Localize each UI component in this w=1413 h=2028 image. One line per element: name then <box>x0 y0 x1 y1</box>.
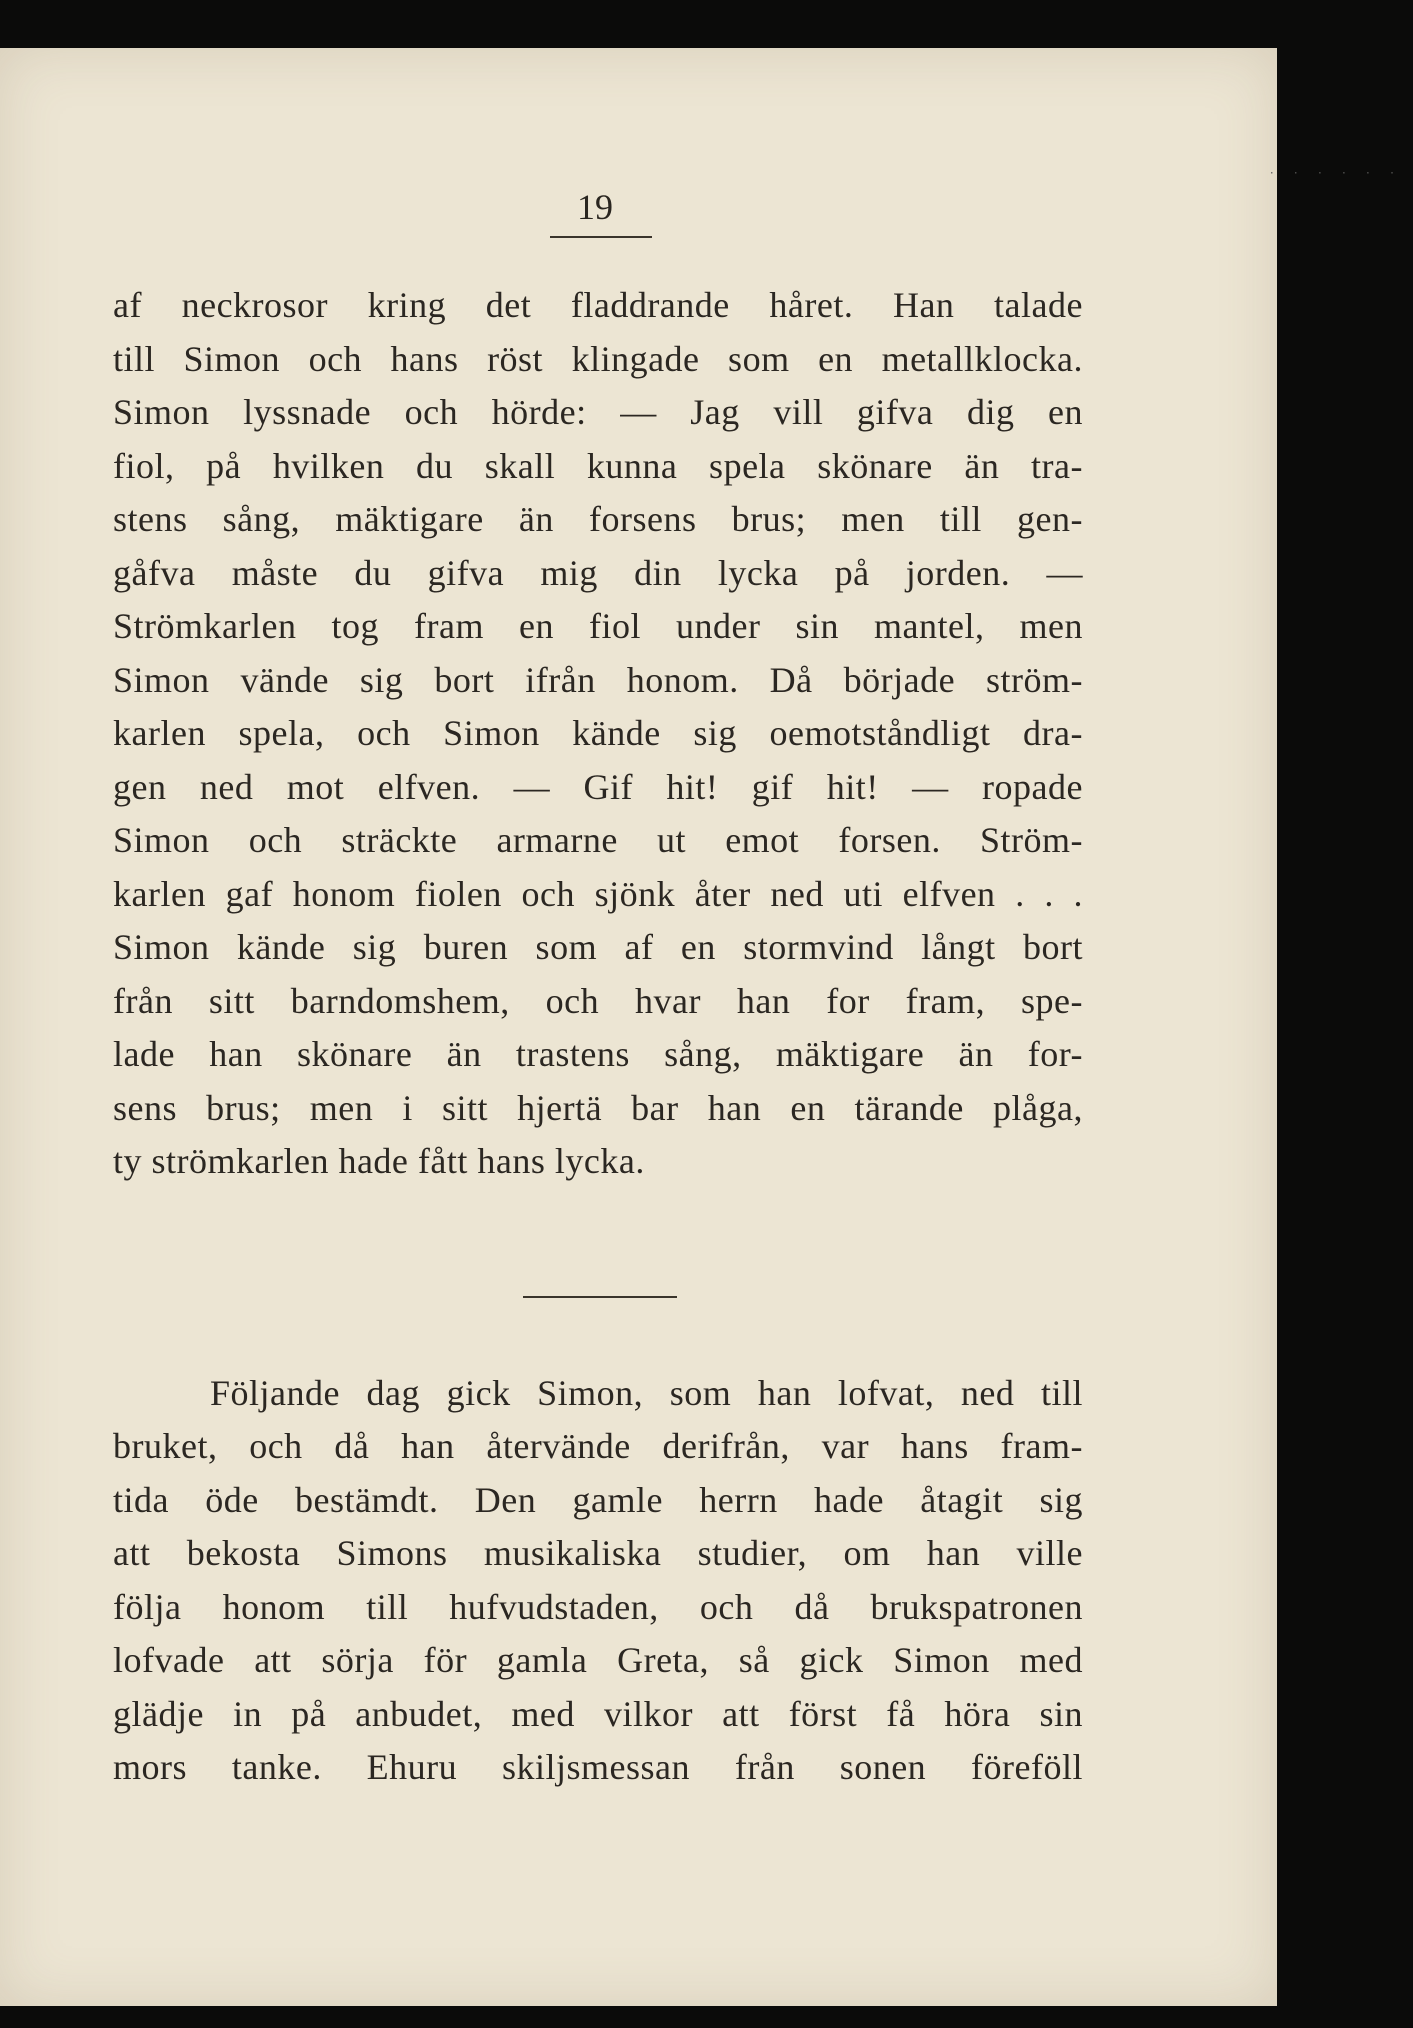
text-line: sens brus; men i sitt hjertä bar han en tärande plåga, <box>113 1088 1083 1128</box>
scan-edge-dots: · · · · · · <box>1268 168 1401 179</box>
text-line: ty strömkarlen hade fått hans lycka. <box>113 1141 645 1181</box>
text-line: från sitt barndomshem, och hvar han for fram, spe- <box>113 981 1083 1021</box>
text-line: glädje in på anbudet, med vilkor att först få höra sin <box>113 1694 1083 1734</box>
text-line: att bekosta Simons musikaliska studier, om han ville <box>113 1533 1083 1573</box>
text-line: följa honom till hufvudstaden, och då brukspatronen <box>113 1587 1083 1627</box>
text-line: fiol, på hvilken du skall kunna spela skönare än tra- <box>113 446 1083 486</box>
text-line: gen ned mot elfven. — Gif hit! gif hit! — ropade <box>113 767 1083 807</box>
text-line: mors tanke. Ehuru skiljsmessan från sonen föreföll <box>113 1747 1083 1787</box>
text-line: Simon kände sig buren som af en stormvind långt bort <box>113 927 1083 967</box>
page-number: 19 <box>577 187 613 227</box>
text-line: karlen spela, och Simon kände sig oemotståndligt dra- <box>113 713 1083 753</box>
text-line: Simon lyssnade och hörde: — Jag vill gifva dig en <box>113 392 1083 432</box>
text-line: af neckrosor kring det fladdrande håret. Han talade <box>113 285 1083 325</box>
page-number-rule <box>550 236 652 238</box>
book-page <box>0 48 1277 2006</box>
text-line: Strömkarlen tog fram en fiol under sin mantel, men <box>113 606 1083 646</box>
text-line: lade han skönare än trastens sång, mäktigare än for- <box>113 1034 1083 1074</box>
text-line: lofvade att sörja för gamla Greta, så gick Simon med <box>113 1640 1083 1680</box>
text-line: gåfva måste du gifva mig din lycka på jorden. — <box>113 553 1083 593</box>
text-line: Simon vände sig bort ifrån honom. Då började ström- <box>113 660 1083 700</box>
text-line: till Simon och hans röst klingade som en metallklocka. <box>113 339 1083 379</box>
section-divider <box>523 1296 677 1298</box>
text-line: tida öde bestämdt. Den gamle herrn hade åtagit sig <box>113 1480 1083 1520</box>
text-line: stens sång, mäktigare än forsens brus; men till gen- <box>113 499 1083 539</box>
text-line: bruket, och då han återvände derifrån, var hans fram- <box>113 1426 1083 1466</box>
text-line: Följande dag gick Simon, som han lofvat, ned till <box>210 1373 1083 1413</box>
text-line: Simon och sträckte armarne ut emot forsen. Ström- <box>113 820 1083 860</box>
text-line: karlen gaf honom fiolen och sjönk åter ned uti elfven . . . <box>113 874 1083 914</box>
